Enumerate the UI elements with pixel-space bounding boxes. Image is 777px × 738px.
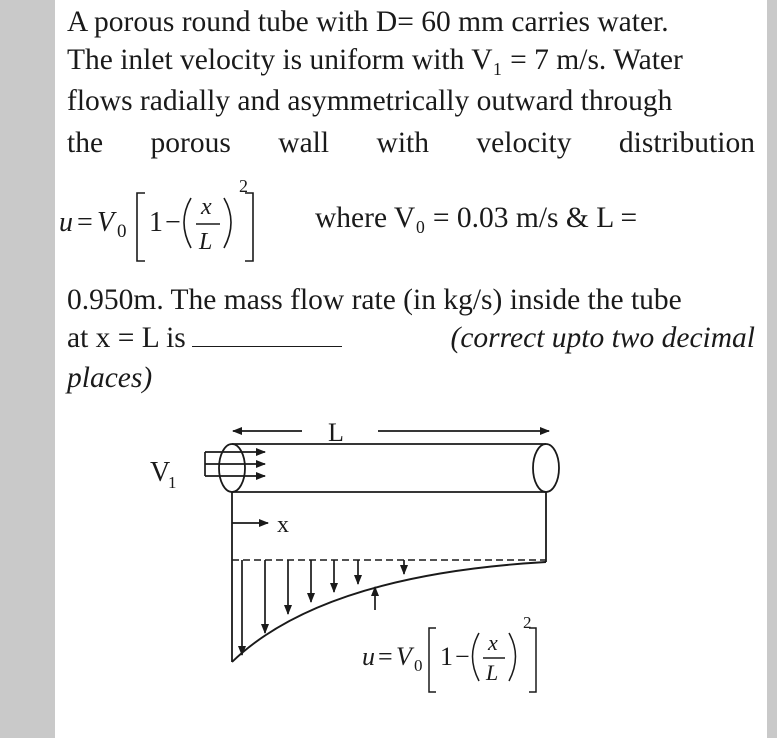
fig-eq-x: x: [488, 630, 498, 655]
fig-eq-minus: −: [455, 642, 470, 671]
problem-line-6: 0.950m. The mass flow rate (in kg/s) inside the tube: [67, 284, 682, 316]
line7-italic: (correct upto two decimal: [450, 322, 755, 354]
fig-eq-L: L: [486, 660, 499, 685]
problem-line-1: A porous round tube with D= 60 mm carries water.: [67, 6, 669, 38]
fig-left-paren: [473, 633, 480, 681]
fig-eq-equals: =: [378, 642, 393, 671]
eq-equals: =: [77, 207, 93, 238]
fig-eq-V: V: [396, 642, 412, 671]
fig-left-bracket: [429, 628, 436, 692]
fig-eq-sub0: 0: [414, 656, 423, 675]
x-label: x: [277, 512, 289, 538]
figure-equation: [362, 613, 536, 692]
fig-eq-exponent: 2: [523, 613, 532, 632]
problem-line-3: flows radially and asymmetrically outward through: [67, 85, 673, 117]
problem-line-2: The inlet velocity is uniform with V₁ = 7 m/s. Water: [67, 44, 683, 76]
problem-line-8: places): [67, 362, 153, 394]
word: wall: [278, 127, 330, 159]
fig-eq-u: u: [362, 642, 375, 671]
tube-outlet-end: [533, 444, 559, 492]
word: the: [67, 127, 104, 159]
eq-L: L: [199, 229, 213, 255]
eq-x: x: [201, 194, 212, 220]
fig-right-bracket: [529, 628, 536, 692]
eq-exponent: 2: [239, 176, 248, 196]
inlet-velocity-sub: 1: [168, 473, 177, 492]
inlet-velocity-label: V: [150, 457, 171, 488]
length-label: L: [328, 418, 344, 447]
word: porous: [150, 127, 231, 159]
eq-u: u: [59, 207, 73, 238]
word: distribution: [618, 127, 755, 159]
fig-right-paren: [509, 633, 516, 681]
eq-V: V: [97, 207, 115, 238]
eq-one: 1: [149, 207, 163, 238]
word: with: [376, 127, 429, 159]
eq-minus: −: [165, 207, 181, 238]
eq-sub0: 0: [117, 221, 127, 242]
line7-start: at x = L is: [67, 322, 186, 354]
where-text: where V₀ = 0.03 m/s & L =: [315, 202, 638, 234]
word: velocity: [476, 127, 572, 159]
fig-eq-one: 1: [440, 642, 453, 671]
